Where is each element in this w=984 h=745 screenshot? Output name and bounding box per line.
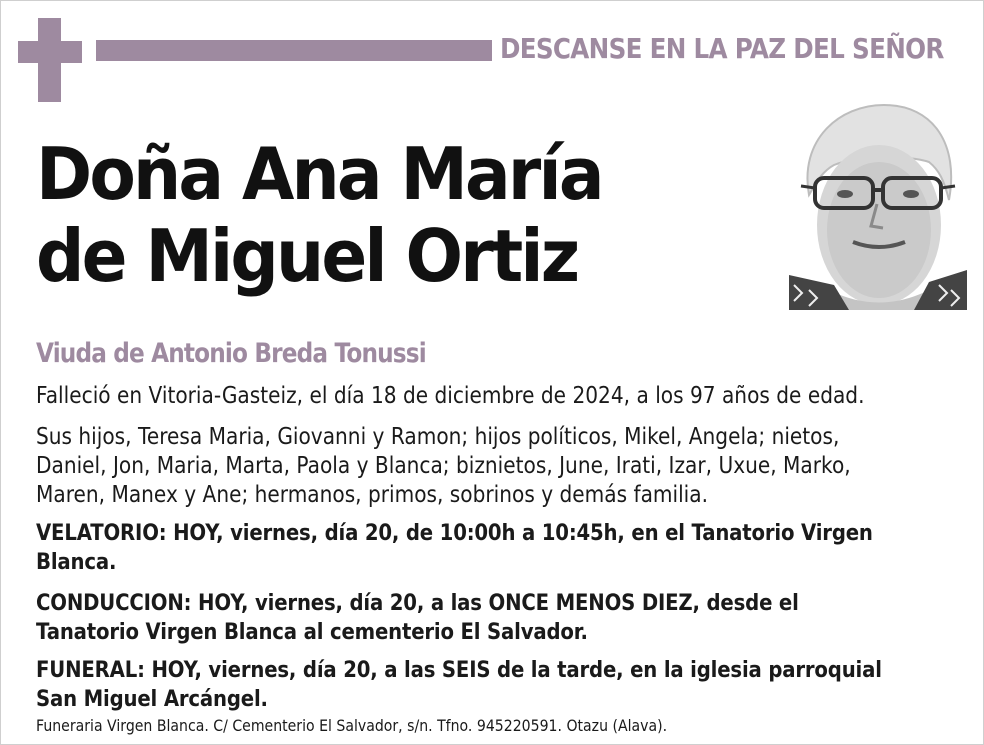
death-notice: Falleció en Vitoria-Gasteiz, el día 18 de diciembre de 2024, a los 97 años de edad. bbox=[36, 383, 865, 409]
deceased-name-line1: Doña Ana María bbox=[36, 132, 602, 216]
header-bar bbox=[96, 40, 492, 61]
portrait-photo bbox=[789, 100, 967, 310]
funeral-home-footer: Funeraria Virgen Blanca. C/ Cementerio El Salvador, s/n. Tfno. 945220591. Otazu (Alava). bbox=[36, 716, 668, 735]
widow-of: Viuda de Antonio Breda Tonussi bbox=[36, 338, 426, 369]
conduccion-info: CONDUCCION: HOY, viernes, día 20, a las ONCE MENOS DIEZ, desde el Tanatorio Virgen Blanca al cementerio El Salvador. bbox=[36, 590, 799, 645]
family-list: Sus hijos, Teresa Maria, Giovanni y Ramon; hijos políticos, Mikel, Angela; nietos, Daniel, Jon, Maria, Marta, Paola y Blanca; biznietos, June, Irati, Izar, Uxue, Marko, Maren, Manex y Ane; hermanos, primos, sobrinos y demás familia. bbox=[36, 424, 851, 508]
funeral-info: FUNERAL: HOY, viernes, día 20, a las SEIS de la tarde, en la iglesia parroquial San Miguel Arcángel. bbox=[36, 657, 882, 712]
deceased-name-line2: de Miguel Ortiz bbox=[36, 214, 578, 298]
cross-icon bbox=[18, 18, 82, 102]
header-title: DESCANSE EN LA PAZ DEL SEÑOR bbox=[500, 32, 944, 65]
velatorio-info: VELATORIO: HOY, viernes, día 20, de 10:00h a 10:45h, en el Tanatorio Virgen Blanca. bbox=[36, 520, 873, 575]
